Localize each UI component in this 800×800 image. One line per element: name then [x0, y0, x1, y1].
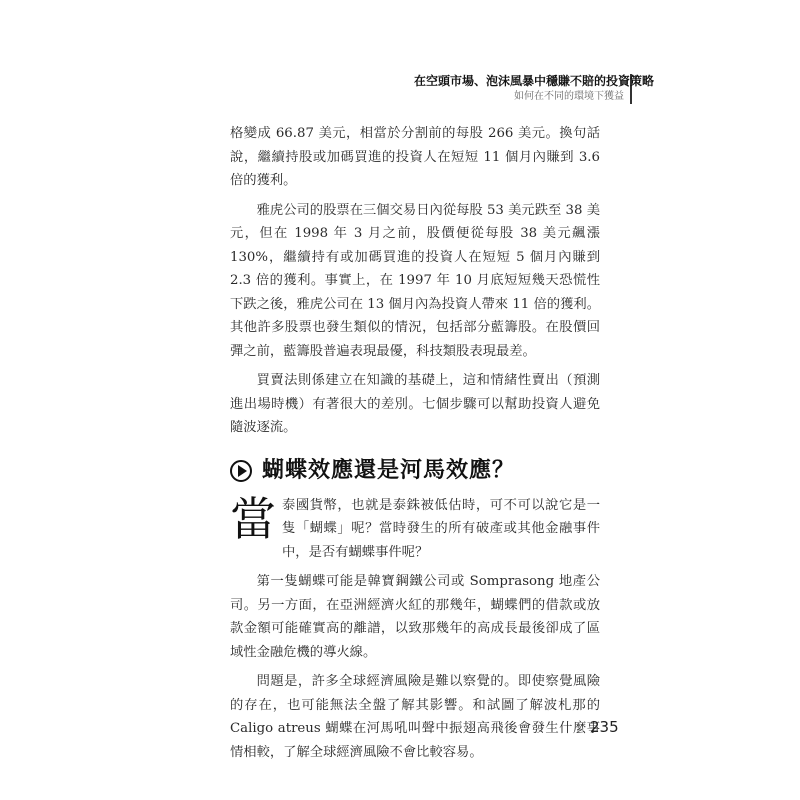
running-header-title: 在空頭市場、泡沫風暴中穩賺不賠的投資策略 [414, 74, 655, 88]
paragraph [230, 491, 600, 565]
paragraph: 雅虎公司的股票在三個交易日內從每股 53 美元跌至 38 美元，但在 1998 年 3 月之前，股價便從每股 38 美元飆漲 130%，繼續持有或加碼買進的投資人在短短 5 個月內賺到 2.3 倍的獲利。事實上，在 1997 年 10 月底短短幾天恐慌性下跌之後，雅虎公司在 13 個月內為投資人帶來 11 倍的獲利。其他許多股票也發生類似的情況，包括部分藍籌股。在股價回彈之前，藍籌股普遍表現最優，科技類股表現最差。 [230, 202, 600, 359]
paragraph: 問題是，許多全球經濟風險是難以察覺的。即使察覺風險的存在，也可能無法全盤了解其影響。和試圖了解波札那的 Caligo atreus 蝴蝶在河馬吼叫聲中振翅高飛後會發生什麼事情相較，了解全球經濟風險不會比較容易。 [230, 674, 600, 760]
paragraph: 格變成 66.87 美元，相當於分割前的每股 266 美元。換句話說，繼續持股或加碼買進的投資人在短短 11 個月內賺到 3.6 倍的獲利。 [230, 126, 600, 188]
body-text [230, 122, 600, 770]
section-title: 蝴蝶效應還是河馬效應？ [262, 457, 516, 483]
page-number: 235 [590, 718, 619, 736]
section-heading [230, 456, 600, 486]
running-header [414, 74, 655, 104]
running-header-subtitle: 如何在不同的環境下獲益 [514, 91, 624, 102]
paragraph: 第一隻蝴蝶可能是韓寶鋼鐵公司或 Somprasong 地產公司。另一方面，在亞洲經濟火紅的那幾年，蝴蝶們的借款或放款金額可能確實高的離譜，以致那幾年的高成長最後卻成了區域性金融危機的導火線。 [230, 574, 600, 660]
play-circle-icon [230, 460, 252, 482]
paragraph: 買賣法則係建立在知識的基礎上，這和情緒性賣出（預測進出場時機）有著很大的差別。七個步驟可以幫助投資人避免隨波逐流。 [230, 373, 600, 435]
drop-cap: 當 [230, 491, 276, 546]
paragraph-text: 泰國貨幣，也就是泰銖被低估時，可不可以說它是一隻「蝴蝶」呢？當時發生的所有破產或其他金融事件中，是否有蝴蝶事件呢？ [282, 497, 600, 560]
